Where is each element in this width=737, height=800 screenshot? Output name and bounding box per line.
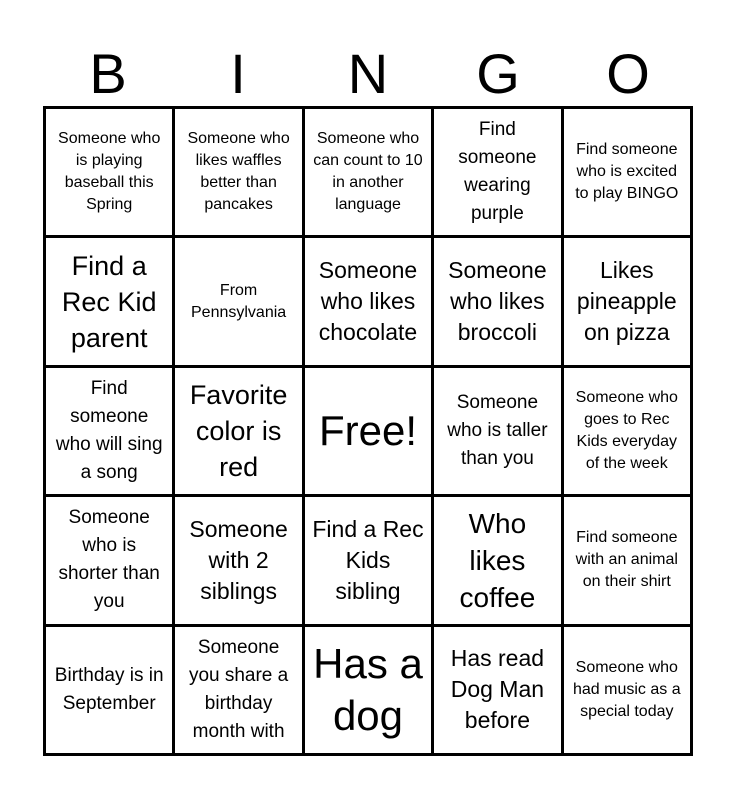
cell-text: Someone who likes broccoli bbox=[448, 257, 547, 346]
cell-text: Someone who goes to Rec Kids everyday of the week bbox=[575, 388, 678, 472]
bingo-cell[interactable] bbox=[175, 368, 301, 494]
cell-text: Someone who is taller than you bbox=[447, 391, 548, 469]
bingo-board bbox=[43, 106, 693, 756]
bingo-cell[interactable] bbox=[46, 368, 172, 494]
cell-text: Who likes coffee bbox=[459, 507, 536, 613]
cell-text: Someone who likes chocolate bbox=[318, 257, 418, 346]
cell-text: Someone who is playing baseball this Spring bbox=[58, 130, 161, 214]
bingo-cell[interactable] bbox=[175, 109, 301, 235]
bingo-cell[interactable] bbox=[564, 627, 690, 753]
bingo-cell[interactable] bbox=[564, 238, 690, 364]
cell-text: Has read Dog Man before bbox=[450, 645, 545, 734]
bingo-cell[interactable] bbox=[434, 368, 560, 494]
cell-text: Someone who can count to 10 in another language bbox=[313, 130, 423, 214]
cell-text: Has a dog bbox=[313, 639, 423, 739]
cell-text: Birthday is in September bbox=[54, 664, 164, 714]
cell-text: Find someone with an animal on their shirt bbox=[575, 529, 678, 591]
cell-text: Someone who had music as a special today bbox=[572, 658, 681, 720]
bingo-cell[interactable] bbox=[175, 627, 301, 753]
cell-text: Someone you share a birthday month with bbox=[188, 636, 289, 742]
cell-text: From Pennsylvania bbox=[191, 281, 287, 321]
bingo-cell[interactable] bbox=[46, 627, 172, 753]
bingo-cell[interactable] bbox=[46, 238, 172, 364]
bingo-cell[interactable] bbox=[46, 497, 172, 623]
cell-text: Find a Rec Kids sibling bbox=[312, 515, 424, 604]
bingo-cell[interactable] bbox=[434, 238, 560, 364]
header-letter-i: I bbox=[230, 42, 246, 105]
bingo-cell[interactable] bbox=[175, 238, 301, 364]
cell-text: Find someone who is excited to play BINGO bbox=[575, 141, 679, 203]
bingo-cell[interactable] bbox=[434, 109, 560, 235]
bingo-cell[interactable] bbox=[305, 627, 431, 753]
header-letter-b: B bbox=[89, 42, 127, 105]
bingo-cell[interactable] bbox=[564, 368, 690, 494]
cell-text: Find someone wearing purple bbox=[458, 119, 537, 225]
cell-text: Someone who is shorter than you bbox=[58, 507, 160, 613]
bingo-cell[interactable] bbox=[564, 497, 690, 623]
cell-text: Someone who likes waffles better than pancakes bbox=[187, 130, 290, 214]
header-letter-g: G bbox=[476, 42, 520, 105]
cell-text: Favorite color is red bbox=[189, 379, 288, 482]
bingo-cell[interactable] bbox=[434, 627, 560, 753]
bingo-cell[interactable] bbox=[175, 497, 301, 623]
cell-text: Someone with 2 siblings bbox=[189, 515, 288, 604]
bingo-cell-free[interactable] bbox=[305, 368, 431, 494]
bingo-cell[interactable] bbox=[564, 109, 690, 235]
cell-text: Find someone who will sing a song bbox=[55, 377, 163, 483]
bingo-cell[interactable] bbox=[305, 109, 431, 235]
header-letter-n: N bbox=[347, 42, 389, 105]
header-letter-o: O bbox=[606, 42, 650, 105]
bingo-header bbox=[43, 42, 693, 106]
cell-text: Find a Rec Kid parent bbox=[61, 250, 157, 353]
free-space-text: Free! bbox=[318, 406, 417, 454]
bingo-cell[interactable] bbox=[434, 497, 560, 623]
bingo-cell[interactable] bbox=[305, 497, 431, 623]
cell-text: Likes pineapple on pizza bbox=[576, 257, 677, 346]
bingo-cell[interactable] bbox=[46, 109, 172, 235]
bingo-cell[interactable] bbox=[305, 238, 431, 364]
